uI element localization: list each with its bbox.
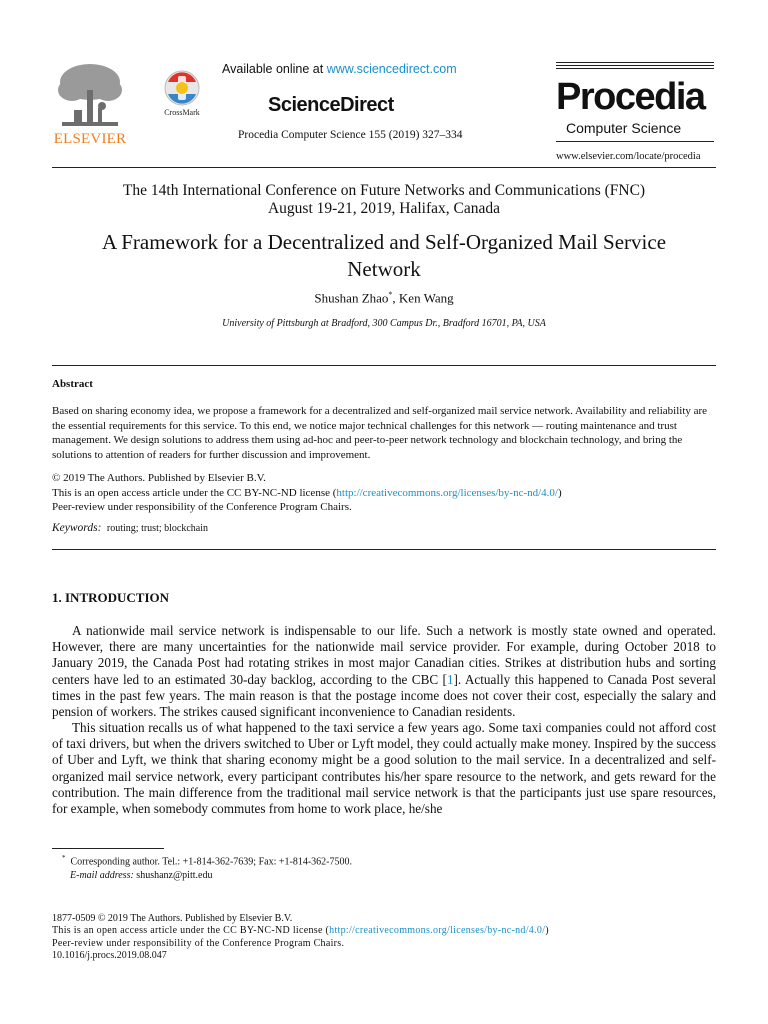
issn-line: 1877-0509 © 2019 The Authors. Published by Elsevier B.V. [52, 913, 293, 924]
crossmark-icon [158, 68, 206, 108]
journal-reference: Procedia Computer Science 155 (2019) 327–334 [238, 129, 463, 141]
procedia-logo [556, 62, 714, 142]
paragraph-text: A nationwide mail service network is indispensable to our life. Such a network is mostly state owned and operated. However, there are many uncertainties for the nationwide mail service provider. For example, during October 2018 to January 2019, the Canada Post had rotating strikes in most major Canadian cities. Strikes at distribution hubs and sorting centers have led to an estimated 30-day backlog, according to the CBC [ [52, 623, 716, 687]
elsevier-wordmark: ELSEVIER [53, 131, 127, 147]
corresponding-author-text: Corresponding author. Tel.: +1-814-362-7639; Fax: +1-814-362-7500. [70, 856, 352, 868]
page-footer [52, 913, 549, 963]
author-name: , Ken Wang [392, 290, 454, 306]
header-divider [52, 167, 716, 168]
procedia-rule [556, 62, 714, 63]
procedia-rule [556, 68, 714, 69]
abstract-top-divider [52, 365, 716, 366]
copyright-line: © 2019 The Authors. Published by Elsevier B.V. [52, 472, 266, 484]
corresponding-mark: * [388, 290, 393, 299]
license-text-end: ) [558, 486, 562, 499]
copyright-block [52, 471, 716, 515]
author-name: Shushan Zhao [314, 290, 389, 306]
license-line [52, 486, 716, 501]
citation-link[interactable]: 1 [446, 671, 454, 687]
footer-license-text: This is an open access article under the CC BY-NC-ND license ( [52, 925, 330, 937]
body-paragraph: This situation recalls us of what happened to the taxi service a few years ago. Some taxi companies could not afford cost of taxi drivers, but when the drivers switched to Uber or Lyft model, they could actually make money. Inspired by the success of Uber and Lyft, we think that sharing economy might be a good solution to the mail service. In a decentralized and self-organized mail service network, every participant contributes his/her spare resource to the network, and gets reward for the contribution. The main difference from the traditional mail service network is that the participants just use spare resources, for example, when somebody commutes from home to work place, he/she [52, 720, 716, 817]
sciencedirect-logo: ScienceDirect [268, 94, 394, 116]
footnote-divider [52, 848, 164, 849]
sciencedirect-url-link[interactable]: www.sciencedirect.com [326, 62, 457, 76]
paper-title-line-1: A Framework for a Decentralized and Self-Organized Mail Service [101, 230, 667, 254]
license-text: This is an open access article under the CC BY-NC-ND license ( [52, 486, 337, 499]
procedia-wordmark: Procedia [556, 76, 705, 118]
peer-review-line: Peer-review under responsibility of the Conference Program Chairs. [52, 501, 352, 514]
footnote-mark: * [62, 854, 66, 862]
conference-info [52, 182, 716, 218]
license-url-link[interactable]: http://creativecommons.org/licenses/by-nc-nd/4.0/ [336, 486, 558, 499]
author-list [52, 290, 716, 306]
journal-url-link[interactable]: www.elsevier.com/locate/procedia [556, 151, 701, 162]
conference-name: The 14th International Conference on Future Networks and Communications (FNC) [122, 182, 646, 199]
conference-date-location: August 19-21, 2019, Halifax, Canada [267, 200, 501, 217]
abstract-heading: Abstract [52, 378, 93, 390]
footer-license-line [52, 925, 549, 937]
paper-title [52, 229, 716, 283]
corresponding-author-note [62, 852, 352, 869]
procedia-rule [556, 141, 714, 142]
footnote [62, 852, 352, 882]
elsevier-tree-icon [52, 60, 128, 132]
affiliation: University of Pittsburgh at Bradford, 300 Campus Dr., Bradford 16701, PA, USA [222, 318, 546, 329]
paper-title-line-2: Network [347, 257, 421, 281]
doi[interactable]: 10.1016/j.procs.2019.08.047 [52, 950, 167, 962]
body-paragraph [52, 623, 716, 720]
procedia-subtitle: Computer Science [566, 120, 682, 136]
email-address[interactable]: shushanz@pitt.edu [136, 869, 213, 881]
footer-license-url-link[interactable]: http://creativecommons.org/licenses/by-nc-nd/4.0/ [329, 925, 546, 937]
available-online-text: Available online at [222, 62, 324, 76]
crossmark-badge[interactable] [158, 68, 206, 120]
keywords-line [52, 522, 716, 534]
abstract-text: Based on sharing economy idea, we propose a framework for a decentralized and self-organized mail service network. Availability and reliability are the essential requirements for this service. To this end, we notice major technical challenges for this network — routing maintenance and trust management. We design solutions to address them using ad-hoc and peer-to-peer network technology and blockchain technology, and bring the solutions to attention of readers for further discussion and improvement. [52, 405, 708, 462]
elsevier-logo [52, 60, 128, 150]
footer-peer-review: Peer-review under responsibility of the Conference Program Chairs. [52, 937, 345, 949]
keywords-value: routing; trust; blockchain [106, 523, 208, 534]
section-heading: 1. INTRODUCTION [52, 590, 170, 605]
abstract-bottom-divider [52, 549, 716, 550]
email-line [62, 869, 352, 883]
footer-license-text-end: ) [545, 925, 549, 937]
procedia-rule [556, 65, 714, 66]
keywords-label: Keywords: [52, 522, 102, 534]
paragraph-text: ]. Actually this happened to Canada Post several times in the past few years. The main reason is that the postage income does not cover their cost, especially the salary and pension of workers. The strikes caused significant inconvenience to Canadian residents. [52, 671, 716, 720]
email-label: E-mail address: [70, 869, 134, 881]
crossmark-label: CrossMark [164, 108, 200, 117]
